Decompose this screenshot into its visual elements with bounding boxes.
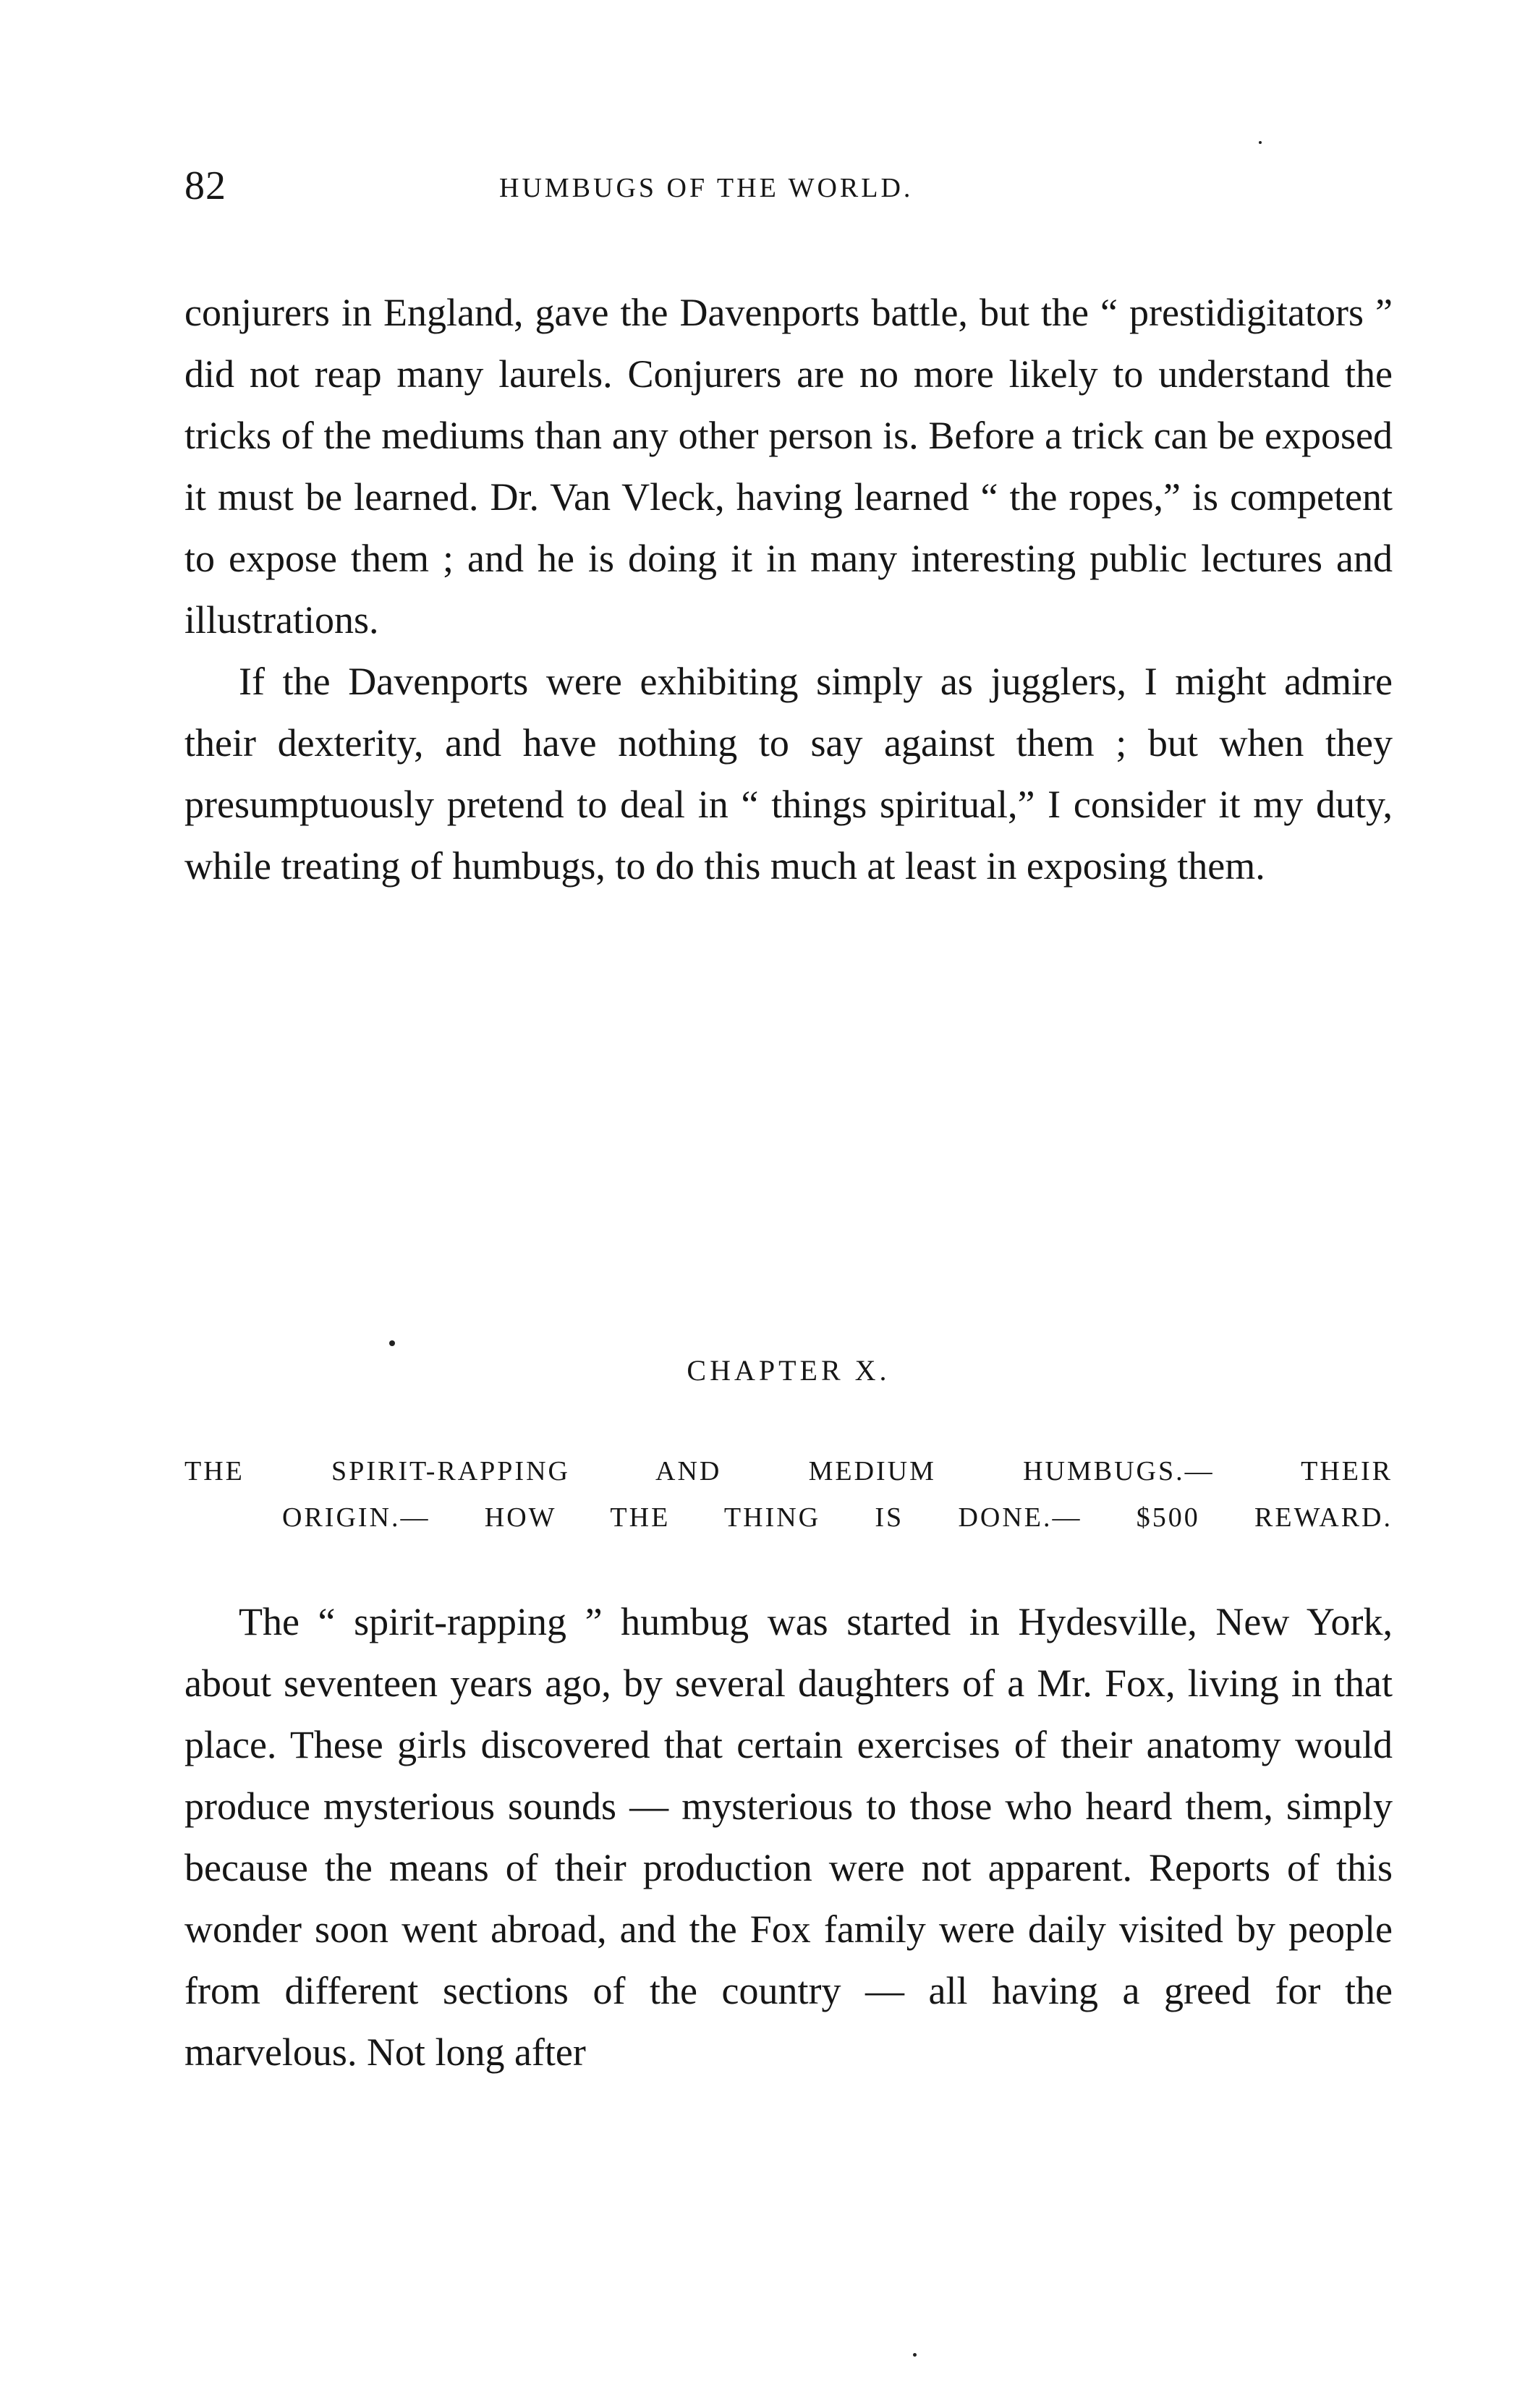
chapter-title: CHAPTER X.: [687, 1354, 891, 1387]
chapter-subtitle-line-2: ORIGIN.— HOW THE THING IS DONE.— $500 REWARD.: [282, 1502, 1393, 1533]
running-head: [184, 161, 1393, 211]
running-title: HUMBUGS OF THE WORLD.: [499, 173, 914, 203]
chapter-subtitle-line-1: THE SPIRIT-RAPPING AND MEDIUM HUMBUGS.— THEIR: [184, 1456, 1393, 1486]
paragraph-spirit-rapping: The “ spirit-rapping ” humbug was started in Hydesville, New York, about seventeen years ago, by several daughters of a Mr. Fox, living in that place. These girls discovered that certain exercises of their anatomy would produce mysterious sounds — mysterious to those who heard them, simply because the means of their production were not apparent. Reports of this wonder soon went abroad, and the Fox family were daily visited by people from different sections of the country — all having a greed for the marvelous. Not long after: [184, 1600, 1393, 2074]
chapter-subtitle: [184, 1448, 1393, 1541]
chapter-body-text: [184, 1591, 1393, 2083]
ink-speck: [913, 2353, 917, 2357]
ink-speck: [1259, 141, 1262, 144]
paragraph-continued: conjurers in England, gave the Davenports battle, but the “ prestidigitators ” did not reap many laurels. Conjurers are no more likely to understand the tricks of the mediums than any other person is. Before a trick can be exposed it must be learned. Dr. Van Vleck, having learned “ the ropes,” is competent to expose them ; and he is doing it in many interesting public lectures and illustrations.: [184, 291, 1393, 642]
page-number: 82: [184, 163, 226, 208]
paragraph-davenports: If the Davenports were exhibiting simply as jugglers, I might admire their dexterity, and have nothing to say against them ; but when they presumptuously pretend to deal in “ things spiritual,” I consider it my duty, while treating of humbugs, to do this much at least in exposing them.: [184, 660, 1393, 888]
ink-speck: [389, 1340, 395, 1346]
body-text: [184, 282, 1393, 897]
